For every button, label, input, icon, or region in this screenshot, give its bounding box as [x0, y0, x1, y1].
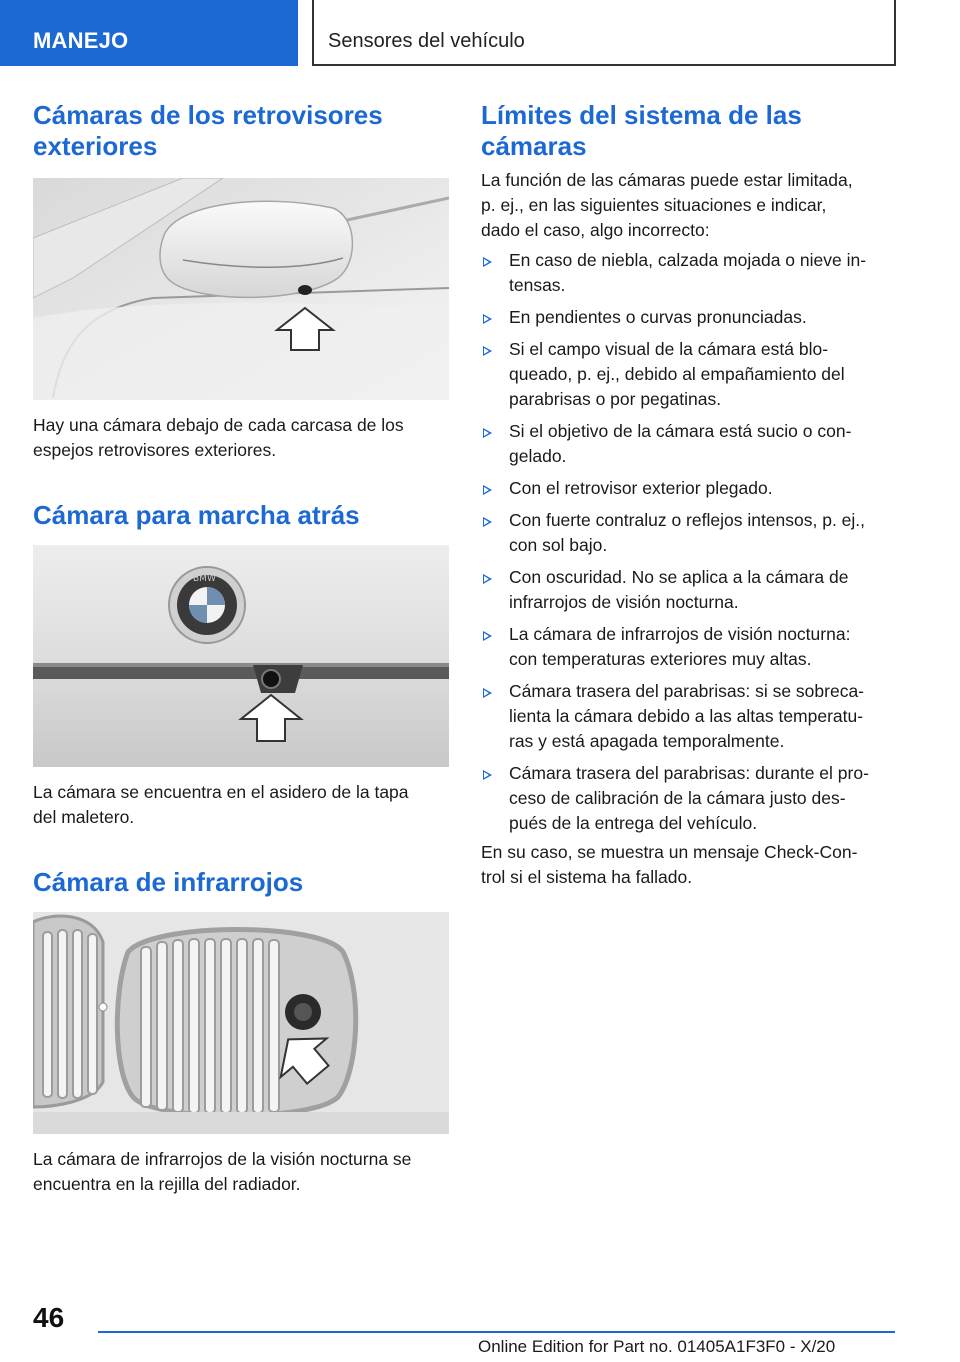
mirror-camera-figure [33, 178, 449, 400]
svg-text:BMW: BMW [193, 574, 216, 584]
footer-edition: Online Edition for Part no. 01405A1F3F0 - X/20 [478, 1337, 836, 1356]
list-item: Si el objetivo de la cámara está sucio o con- gelado. [481, 419, 896, 469]
triangle-bullet-icon [483, 485, 492, 495]
list-item: Cámara trasera del parabrisas: durante el pro- ceso de calibración de la cámara justo des- pués de la entrega del vehículo. [481, 761, 896, 836]
rear-camera-text: La cámara se encuentra en el asidero de la tapa del maletero. [33, 782, 409, 827]
triangle-bullet-icon [483, 257, 492, 267]
heading-system-limits: Límites del sistema de las cámaras [481, 100, 802, 161]
triangle-bullet-icon [483, 314, 492, 324]
triangle-bullet-icon [483, 428, 492, 438]
list-item: Con oscuridad. No se aplica a la cámara de infrarrojos de visión nocturna. [481, 565, 896, 615]
right-column [481, 100, 896, 890]
triangle-bullet-icon [483, 346, 492, 356]
infrared-camera-text: La cámara de infrarrojos de la visión nocturna se encuentra en la rejilla del radiador. [33, 1149, 412, 1194]
triangle-bullet-icon [483, 770, 492, 780]
rear-camera-figure [33, 545, 449, 767]
list-item: Con fuerte contraluz o reflejos intensos, p. ej., con sol bajo. [481, 508, 896, 558]
triangle-bullet-icon [483, 574, 492, 584]
triangle-bullet-icon [483, 631, 492, 641]
triangle-bullet-icon [483, 517, 492, 527]
list-item: Con el retrovisor exterior plegado. [481, 476, 896, 501]
list-item: La cámara de infrarrojos de visión nocturna: con temperaturas exteriores muy altas. [481, 622, 896, 672]
limits-list [481, 248, 896, 836]
list-item: En caso de niebla, calzada mojada o nieve in- tensas. [481, 248, 896, 298]
heading-infrared-camera: Cámara de infrarrojos [33, 867, 304, 897]
mirror-camera-text: Hay una cámara debajo de cada carcasa de los espejos retrovisores exteriores. [33, 415, 404, 460]
list-item: Si el campo visual de la cámara está blo- queado, p. ej., debido al empañamiento del parabrisas o por pegatinas. [481, 337, 896, 412]
heading-mirror-cameras: Cámaras de los retrovisores exteriores [33, 100, 383, 161]
chapter-title: Sensores del vehículo [328, 30, 525, 52]
page-number: 46 [33, 1302, 65, 1333]
header-chapter-title [312, 0, 896, 66]
mirror-illustration [33, 178, 449, 400]
infrared-illustration [33, 912, 449, 1134]
limits-closing: En su caso, se muestra un mensaje Check-Con- trol si el sistema ha fallado. [481, 842, 858, 887]
section-label: MANEJO [33, 28, 129, 53]
triangle-bullet-icon [483, 688, 492, 698]
list-item: En pendientes o curvas pronunciadas. [481, 305, 896, 330]
heading-rear-camera: Cámara para marcha atrás [33, 500, 360, 530]
left-column [33, 100, 449, 1197]
rear-camera-illustration [33, 545, 449, 767]
header-section-tab [0, 0, 298, 66]
footer-divider [98, 1331, 895, 1333]
infrared-camera-figure [33, 912, 449, 1134]
list-item: Cámara trasera del parabrisas: si se sobreca- lienta la cámara debido a las altas temperatu- ras y está apagada temporalmente. [481, 679, 896, 754]
limits-intro: La función de las cámaras puede estar limitada, p. ej., en las siguientes situaciones e indicar, dado el caso, algo incorrecto: [481, 170, 853, 240]
